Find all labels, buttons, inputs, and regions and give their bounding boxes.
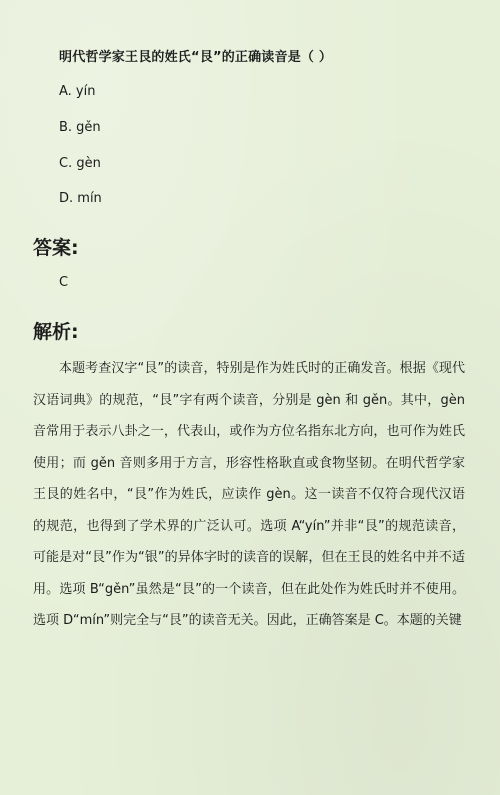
answer-heading: 答案: [33,237,79,259]
option-c: C. gèn [59,156,101,171]
question-stem: 明代哲学家王艮的姓氏“艮”的正确读音是（ ） [59,50,333,65]
analysis-heading: 解析: [33,321,79,343]
option-b: B. gěn [59,120,101,135]
option-d: D. mín [59,191,102,206]
answer-value: C [59,275,69,290]
option-a: A. yín [59,84,96,99]
analysis-paragraph: 本题考查汉字“艮”的读音，特别是作为姓氏时的正确发音。根据《现代汉语词典》的规范，“艮”字有两个读音，分别是 gèn 和 gěn。其中，gèn 音常用于表示八卦之一，代表山，或作为方位名指东北方向，也可作为姓氏使用；而 gěn 音则多用于方言，形容性格耿直或食物坚韧。在明代哲学家王艮的姓名中，“艮”作为姓氏，应读作 gèn。这一读音不仅符合现代汉语的规范，也得到了学术界的广泛认可。选项 A“yín”并非“艮”的规范读音，可能是对“艮”作为“银”的异体字时的读音的误解，但在王艮的姓名中并不适用。选项 B“gěn”虽然是“艮”的一个读音，但在此处作为姓氏时并不使用。选项 D“mín”则完全与“艮”的读音无关。因此，正确答案是 C。本题的关键 [33,361,465,628]
